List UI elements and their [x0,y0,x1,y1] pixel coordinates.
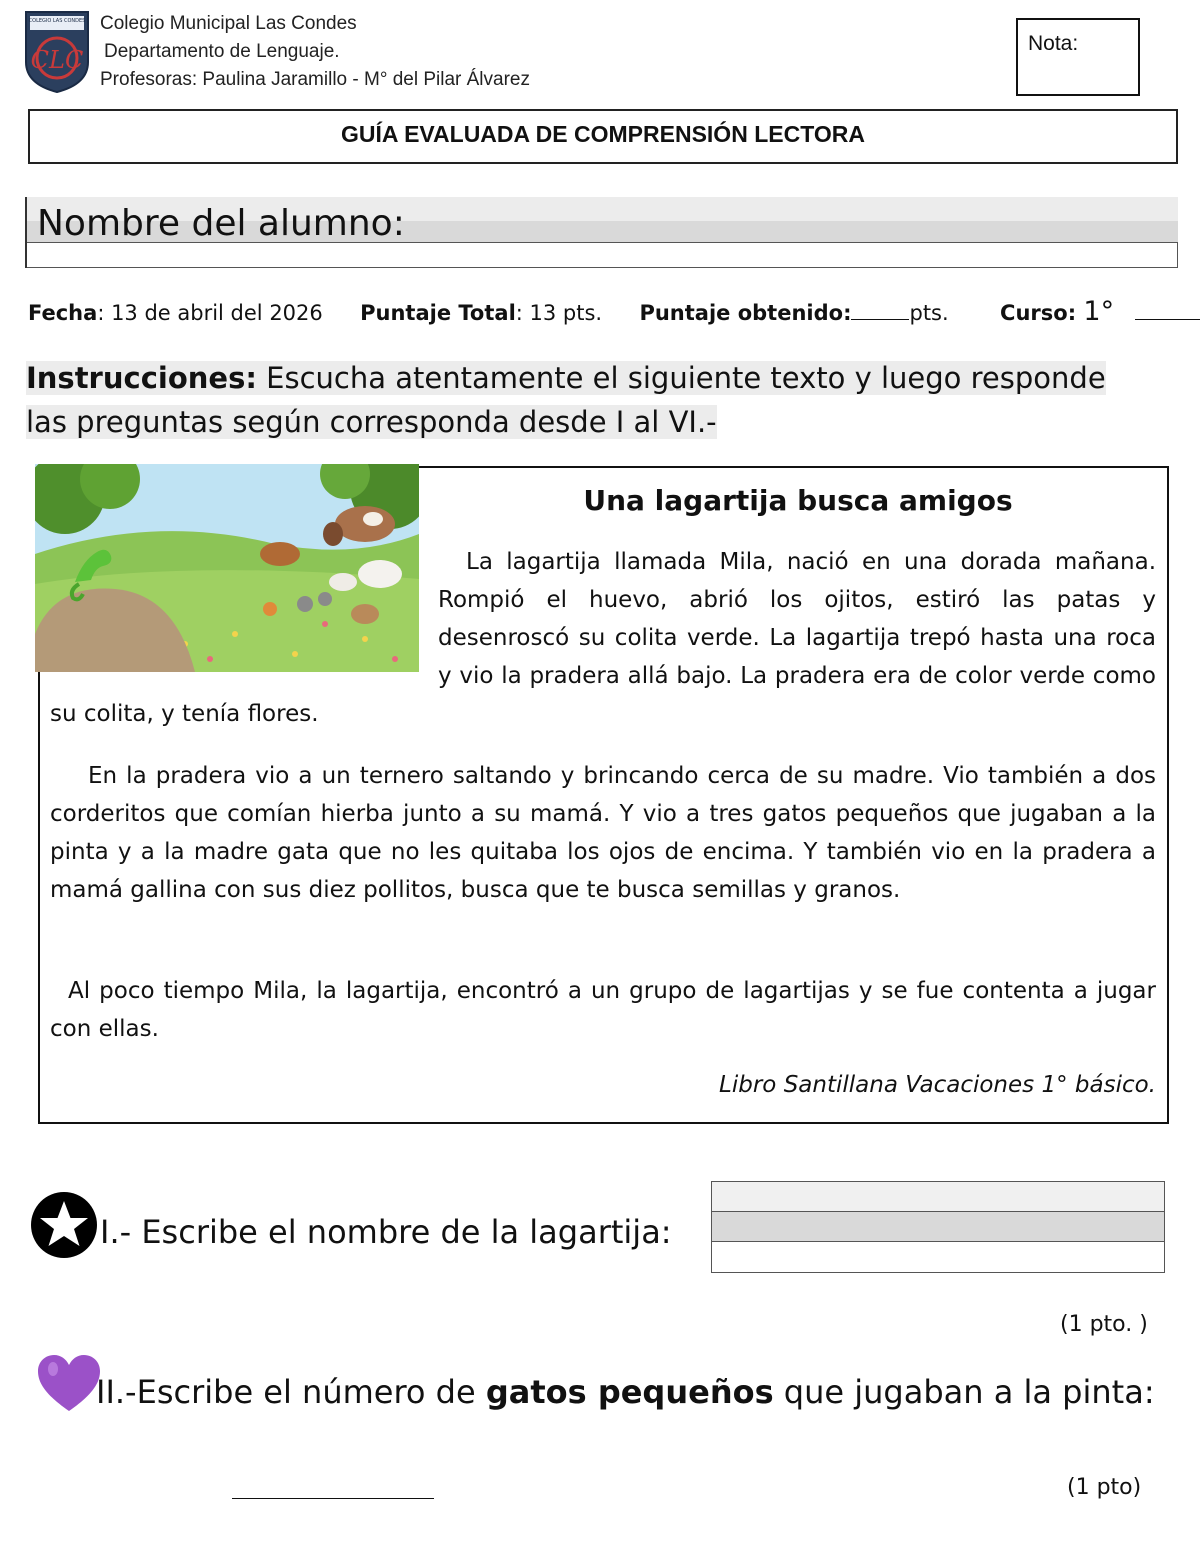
story-paragraph-3: Al poco tiempo Mila, la lagartija, encontró a un grupo de lagartijas y se fue contenta a jugar con ellas. [50,978,1156,1042]
instructions-label: Instrucciones: [26,361,257,395]
student-name-label: Nombre del alumno: [37,203,405,244]
points-2: (1 pto) [1067,1475,1142,1500]
course-label: Curso [1000,301,1068,325]
story-title: Una lagartija busca amigos [583,484,1013,517]
instructions [26,356,1141,444]
logo-monogram: CLC [30,46,84,74]
school-name: Colegio Municipal Las Condes [100,13,357,34]
question-2-emphasis: gatos pequeños [485,1373,774,1411]
points-1: (1 pto. ) [1060,1312,1148,1337]
school-info [100,10,530,94]
school-logo [24,10,90,94]
answer-field-2[interactable] [232,1498,434,1499]
obtained-score-blank[interactable] [851,319,909,320]
grade-label: Nota: [1028,32,1079,55]
question-1: I.- Escribe el nombre de la lagartija: [100,1213,672,1251]
story-source: Libro Santillana Vacaciones 1° básico. [719,1072,1156,1098]
story-paragraph-2: En la pradera vio a un ternero saltando y brincando cerca de su madre. Vio también a dos corderitos que comían hierba junto a su mamá. Y vio a tres gatos pequeños que jugaban a la pinta y a la madre gata que no les quitaba los ojos de encima. Y también vio en la pradera a mamá gallina con sus diez pollitos, busca que te busca semillas y granos. [50,763,1156,903]
course-value: 1° [1083,296,1115,327]
date-value: : 13 de abril del 2026 [97,301,323,325]
question-2: II.-Escribe el número de gatos pequeños que jugaban a la pinta: [96,1373,1155,1411]
instructions-text: Escucha atentamente el siguiente texto y luego responde las preguntas según corresponda desde I al VI.- [26,361,1106,439]
course-blank[interactable] [1135,319,1200,320]
date-label: Fecha [28,301,98,325]
meta-row: Fecha: 13 de abril del 2026 Puntaje Total: 13 pts. Puntaje obtenido: pts. Curso: 1° [28,296,1178,327]
total-score-label: Puntaje Total [360,301,516,325]
pts-suffix: pts. [909,301,949,325]
total-score-value: : 13 pts. [515,301,603,325]
logo-text: COLEGIO LAS CONDES [28,18,86,24]
heart-icon [38,1355,100,1413]
student-name-field[interactable] [25,197,1178,268]
story-paragraph-1: La lagartija llamada Mila, nació en una dorada mañana. Rompió el huevo, abrió los ojitos, estiró las patas y desenroscó su colita verde. La lagartija trepó hasta una roca y vio la pradera allá bajo. La pradera era de color verde como su colita, y tenía flores. [50,549,1156,727]
star-icon [30,1191,98,1259]
department: Departamento de Lenguaje. [104,41,340,62]
obtained-score-label: Puntaje obtenido [639,301,844,325]
grade-box[interactable] [1016,18,1140,96]
page-title: GUÍA EVALUADA DE COMPRENSIÓN LECTORA [28,109,1178,164]
teachers: Profesoras: Paulina Jaramillo - M° del Pilar Álvarez [100,69,530,90]
answer-field-1[interactable] [711,1181,1165,1273]
